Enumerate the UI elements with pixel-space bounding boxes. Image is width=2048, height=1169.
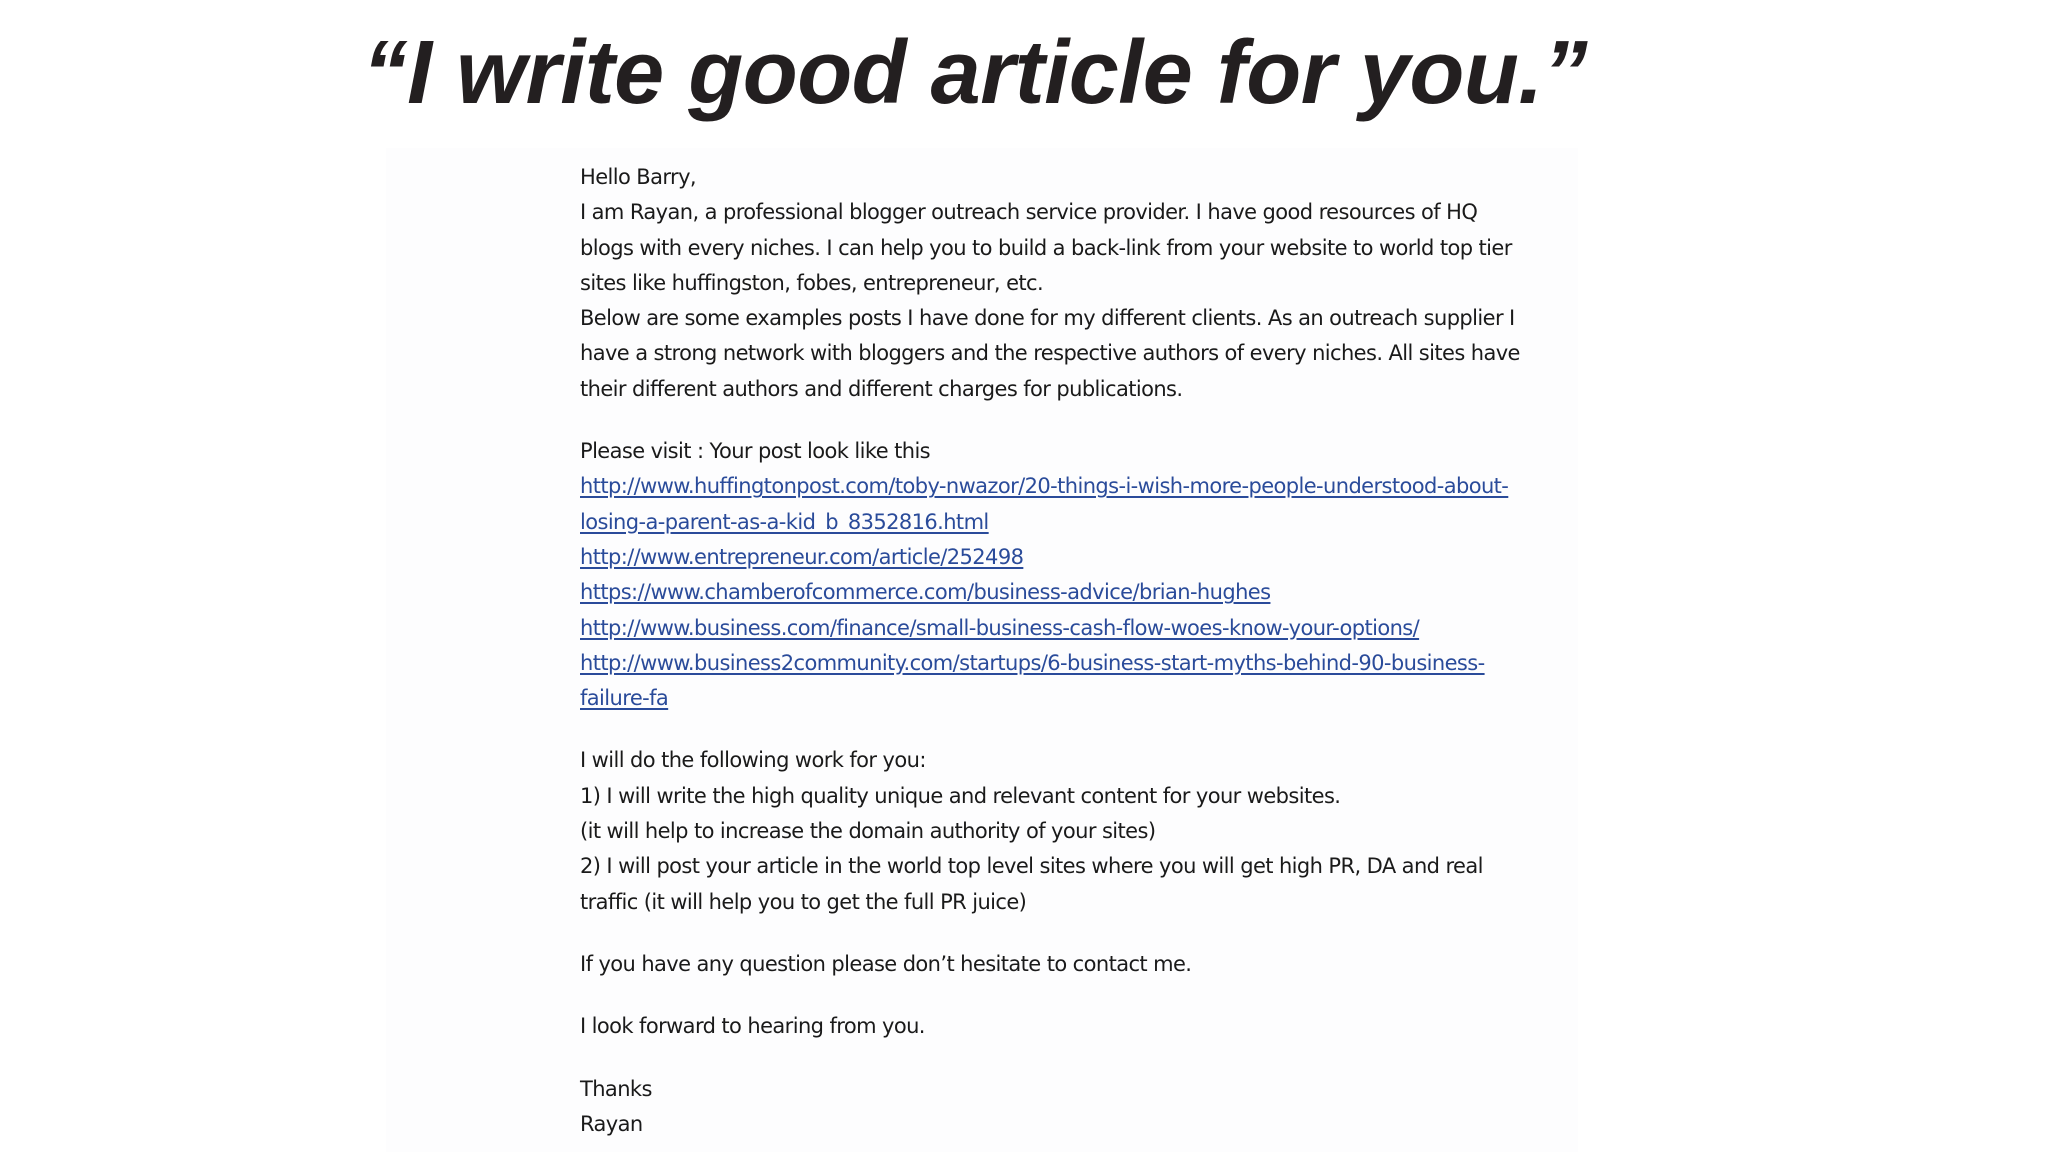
example-link-huffingtonpost[interactable]: http://www.huffingtonpost.com/toby-nwazor/20-things-i-wish-more-people-understood-about- [580,474,1509,499]
work-paragraph [580,743,1540,919]
intro-line: sites like huffingston, fobes, entrepreneur, etc. [580,270,1044,295]
visit-label: Please visit : Your post look like this [580,439,931,464]
email-body [580,160,1540,1169]
question-line: If you have any question please don’t hesitate to contact me. [580,951,1192,976]
work-line: 1) I will write the high quality unique and relevant content for your websites. [580,783,1341,808]
forward-line: I look forward to hearing from you. [580,1014,925,1039]
example-link-business[interactable]: http://www.business.com/finance/small-business-cash-flow-woes-know-your-options/ [580,615,1420,640]
intro-line: I am Rayan, a professional blogger outreach service provider. I have good resources of HQ [580,200,1478,225]
intro-paragraph [580,160,1540,407]
intro-line: blogs with every niches. I can help you to build a back-link from your website to world top tier [580,235,1512,260]
example-link-entrepreneur[interactable]: http://www.entrepreneur.com/article/252498 [580,544,1024,569]
example-link-chamberofcommerce[interactable]: https://www.chamberofcommerce.com/business-advice/brian-hughes [580,580,1271,605]
greeting-line: Hello Barry, [580,165,696,189]
intro-line: their different authors and different charges for publications. [580,376,1183,401]
links-paragraph [580,434,1540,716]
work-line: 2) I will post your article in the world top level sites where you will get high PR, DA and real [580,854,1483,879]
slide-title: “I write good article for you.” [362,23,1588,123]
thanks-line: Thanks [580,1076,652,1101]
closing-paragraph [580,1072,1540,1143]
question-paragraph [580,947,1540,982]
work-line: (it will help to increase the domain authority of your sites) [580,819,1156,844]
intro-line: Below are some examples posts I have done for my different clients. As an outreach supplier I [580,306,1515,331]
example-link-business2community-continued[interactable]: failure-fa [580,686,669,711]
work-line: traffic (it will help you to get the full PR juice) [580,889,1027,914]
example-link-business2community[interactable]: http://www.business2community.com/startups/6-business-start-myths-behind-90-business- [580,650,1485,675]
signature-line: Rayan [580,1111,643,1136]
intro-line: have a strong network with bloggers and the respective authors of every niches. All sites have [580,341,1520,366]
forward-paragraph [580,1009,1540,1044]
work-line: I will do the following work for you: [580,748,926,773]
example-link-huffingtonpost-continued[interactable]: losing-a-parent-as-a-kid_b_8352816.html [580,509,989,534]
